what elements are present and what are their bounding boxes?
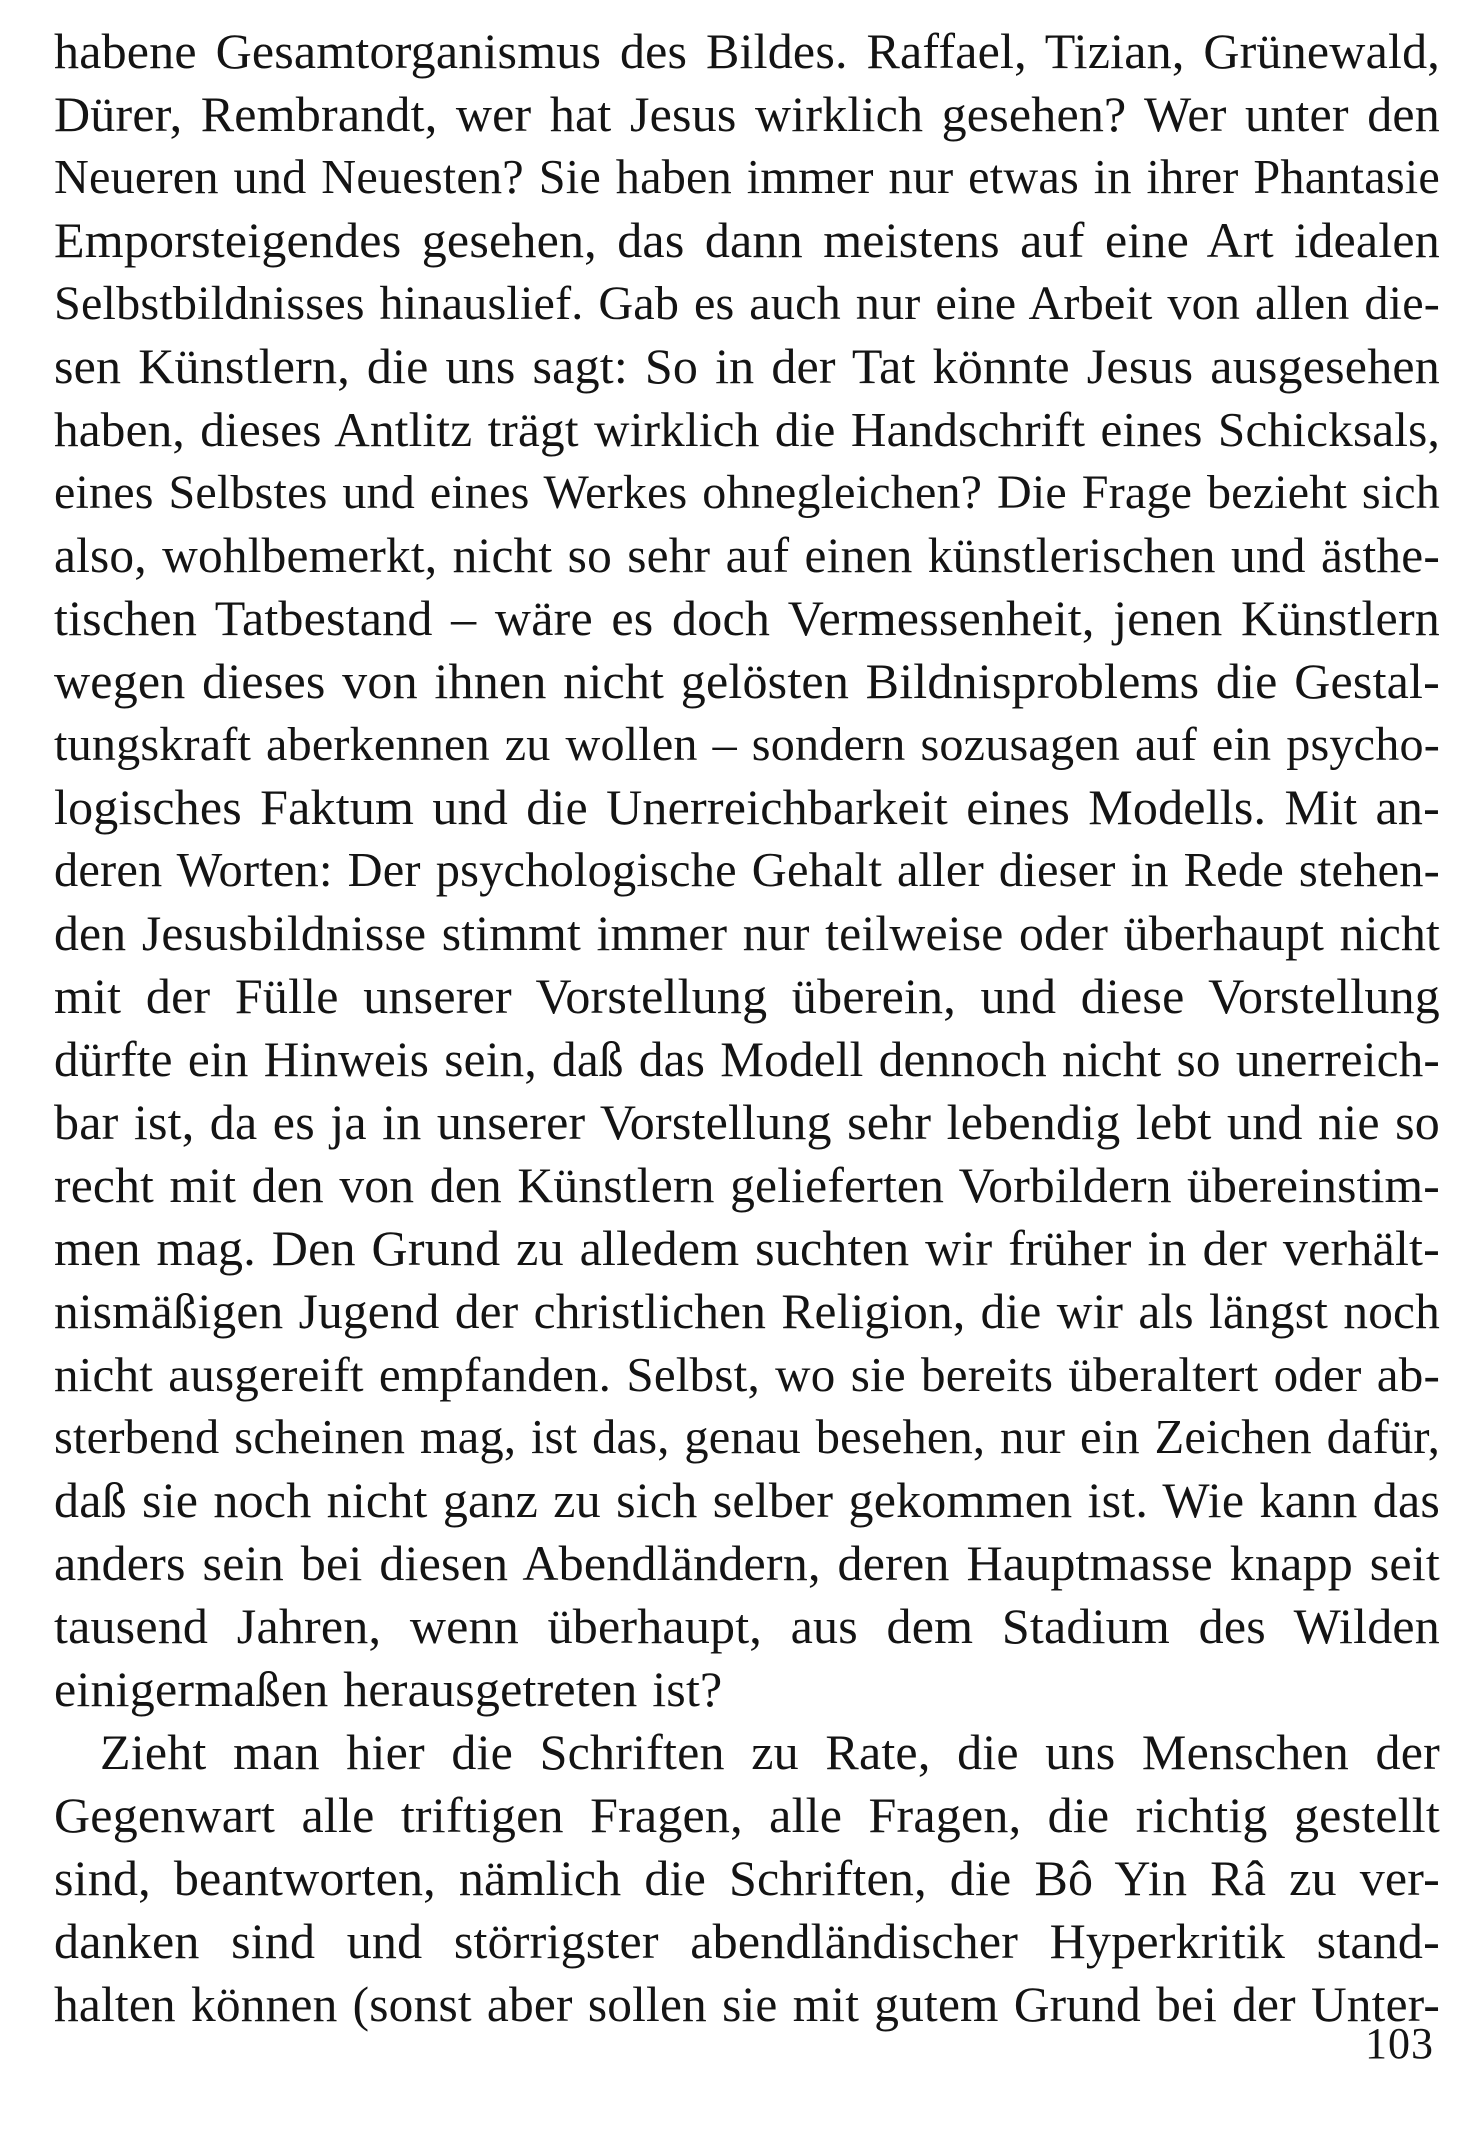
text-line: men mag. Den Grund zu alledem suchten wir früher in der verhält- — [54, 1220, 1440, 1276]
text-line: tischen Tatbestand – wäre es doch Vermessenheit, jenen Künstlern — [54, 590, 1440, 646]
text-line: habene Gesamtorganismus des Bildes. Raffael, Tizian, Grünewald, — [54, 23, 1440, 79]
text-line: sind, beantworten, nämlich die Schriften, die Bô Yin Râ zu ver- — [54, 1850, 1440, 1906]
text-line: nicht ausgereift empfanden. Selbst, wo sie bereits überaltert oder ab- — [54, 1347, 1440, 1402]
text-line: den Jesusbildnisse stimmt immer nur teilweise oder überhaupt nicht — [54, 906, 1440, 961]
paragraph-2 — [54, 1721, 1440, 2036]
text-line: sterbend scheinen mag, ist das, genau besehen, nur ein Zeichen dafür, — [54, 1411, 1440, 1464]
text-line: Dürer, Rembrandt, wer hat Jesus wirklich gesehen? Wer unter den — [54, 86, 1440, 142]
text-line: mit der Fülle unserer Vorstellung überein, und diese Vorstellung — [54, 968, 1440, 1024]
text-line: Neueren und Neuesten? Sie haben immer nur etwas in ihrer Phantasie — [54, 151, 1440, 204]
text-line: bar ist, da es ja in unserer Vorstellung sehr lebendig lebt und nie so — [54, 1094, 1440, 1150]
text-line: recht mit den von den Künstlern gelieferten Vorbildern übereinstim- — [54, 1158, 1440, 1213]
text-line: also, wohlbemerkt, nicht so sehr auf einen künstlerischen und ästhe- — [54, 528, 1440, 583]
text-line: nismäßigen Jugend der christlichen Religion, die wir als längst noch — [54, 1284, 1440, 1339]
text-line: danken sind und störrigster abendländischer Hyperkritik stand- — [54, 1913, 1440, 1969]
text-line: logisches Faktum und die Unerreichbarkeit eines Modells. Mit an- — [54, 779, 1440, 835]
text-line: tausend Jahren, wenn überhaupt, aus dem Stadium des Wilden — [54, 1598, 1440, 1654]
text-line: halten können (sonst aber sollen sie mit gutem Grund bei der Unter- — [54, 1977, 1440, 2032]
text-line: tungskraft aberkennen zu wollen – sondern sozusagen auf ein psycho- — [54, 718, 1440, 771]
text-line: daß sie noch nicht ganz zu sich selber gekommen ist. Wie kann das — [54, 1472, 1440, 1528]
text-line: anders sein bei diesen Abendländern, deren Hauptmasse knapp seit — [54, 1535, 1440, 1591]
text-line: sen Künstlern, die uns sagt: So in der Tat könnte Jesus ausgesehen — [54, 338, 1440, 394]
text-line: haben, dieses Antlitz trägt wirklich die Handschrift eines Schicksals, — [54, 402, 1440, 457]
body-text — [54, 20, 1440, 2036]
text-line: eines Selbstes und eines Werkes ohnegleichen? Die Frage bezieht sich — [54, 466, 1440, 519]
text-line: Emporsteigendes gesehen, das dann meistens auf eine Art idealen — [54, 212, 1440, 268]
text-line: Gegenwart alle triftigen Fragen, alle Fragen, die richtig gestellt — [54, 1787, 1440, 1843]
text-line: Zieht man hier die Schriften zu Rate, die uns Menschen der — [100, 1724, 1440, 1780]
text-line: dürfte ein Hinweis sein, daß das Modell dennoch nicht so unerreich- — [54, 1032, 1440, 1087]
text-line: deren Worten: Der psychologische Gehalt aller dieser in Rede stehen- — [54, 844, 1440, 897]
page-number: 103 — [1365, 2019, 1434, 2068]
paragraph-1 — [54, 20, 1440, 1721]
text-line: wegen dieses von ihnen nicht gelösten Bildnisproblems die Gestal- — [54, 653, 1440, 709]
text-line: Selbstbildnisses hinauslief. Gab es auch nur eine Arbeit von allen die- — [54, 277, 1440, 330]
text-line: einigermaßen herausgetreten ist? — [54, 1661, 723, 1717]
